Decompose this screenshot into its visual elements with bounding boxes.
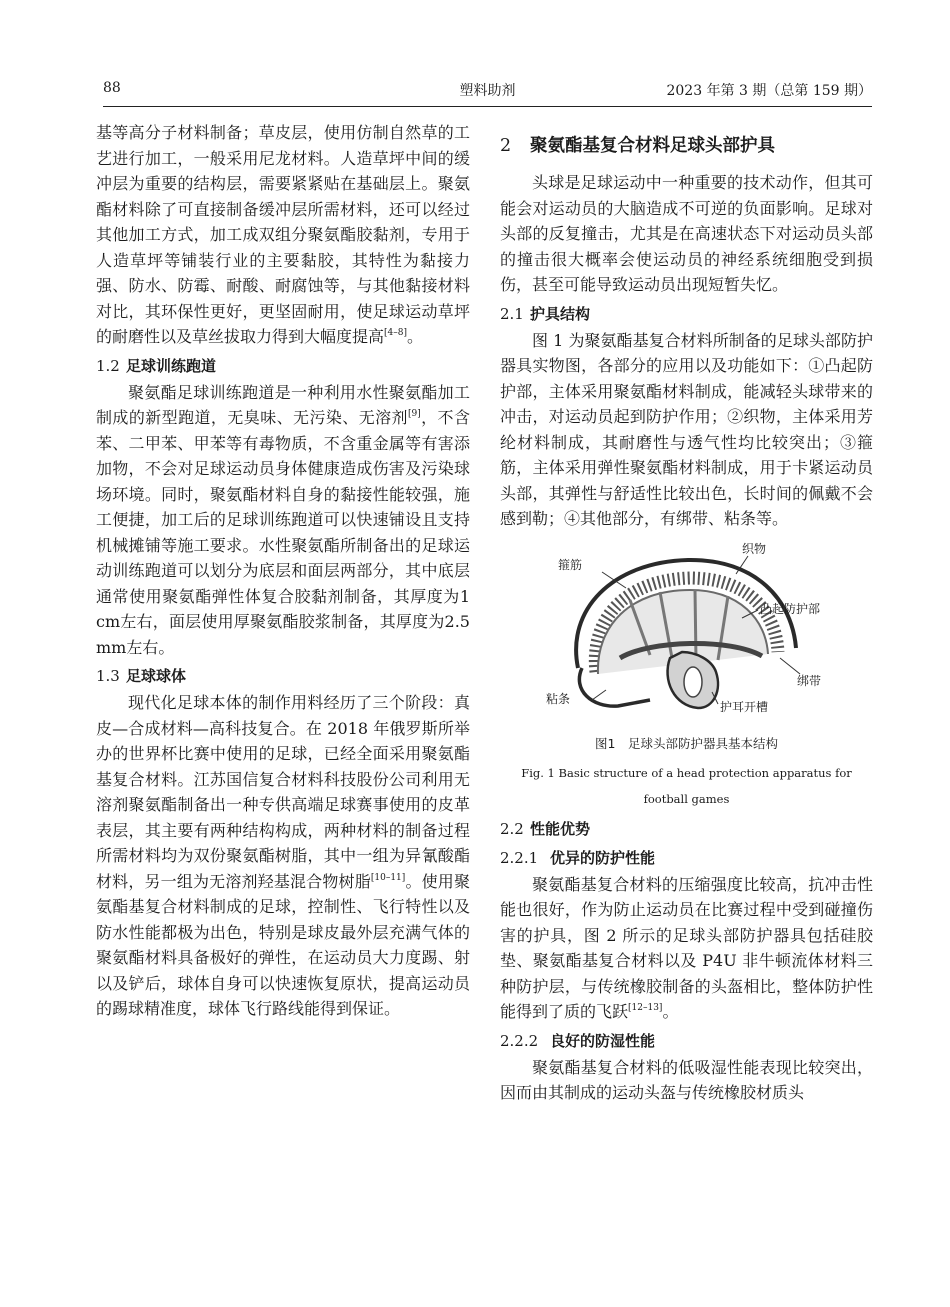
section-heading-1-2: 1.2 足球训练跑道 (96, 356, 217, 375)
paragraph: 聚氨酯基复合材料的压缩强度比较高，抗冲击性能也很好，作为防止运动员在比赛过程中受到碰撞伤害的护具，图 2 所示的足球头部防护器具包括硅胶垫、聚氨酯基复合材料以及 P4U 非牛顿流体材料三种防护层，与传统橡胶制备的头盔相比，整体防护性能得到了质的飞跃[12–13]。 (500, 874, 873, 1021)
label-strap: 绑带 (797, 673, 822, 688)
left-column (96, 120, 470, 1022)
figure-1 (500, 540, 873, 812)
journal-title: 塑料助剂 (459, 83, 516, 99)
figure-caption-cn: 图1 足球头部防护器具基本结构 (595, 735, 778, 751)
label-hoop: 箍筋 (558, 557, 583, 572)
label-velcro: 粘条 (546, 691, 571, 706)
citation[interactable]: [10–11] (370, 872, 406, 883)
label-ear-slot: 护耳开槽 (720, 699, 769, 714)
section-heading-2-2-1: 2.2.1 优异的防护性能 (500, 848, 656, 867)
citation[interactable]: [12–13] (628, 1003, 663, 1013)
paragraph: 现代化足球本体的制作用料经历了三个阶段：真皮—合成材料—高科技复合。在 2018 年俄罗斯所举办的世界杯比赛中使用的足球，已经全面采用聚氨酯基复合材料。江苏国信复合材料科技股份公司利用无溶剂聚氨酯制备出一种专供高端足球赛事使用的皮革表层，其主要有两种结构构成，两种材料的制备过程所需材料均为双份聚氨酯树脂，其中一组为异氰酸酯材料，另一组为无溶剂羟基混合物树脂[10–11]。使用聚氨酯基复合材料制成的足球，控制性、飞行特性以及防水性能都极为出色，特别是球皮最外层充满气体的聚氨酯材料具备极好的弹性，在运动员大力度踢、射以及铲后，球体自身可以快速恢复原状，提高运动员的踢球精准度，球体飞行路线能得到保证。 (96, 693, 470, 1018)
figure-caption-en: Fig. 1 Basic structure of a head protection apparatus for football games (521, 765, 852, 806)
paragraph: 聚氨酯基复合材料的低吸湿性能表现比较突出，因而由其制成的运动头盔与传统橡胶材质头 (500, 1057, 873, 1102)
header-rule (103, 106, 872, 107)
paragraph: 头球是足球运动中一种重要的技术动作，但其可能会对运动员的大脑造成不可逆的负面影响。足球对头部的反复撞击，尤其是在高速状态下对运动员头部的撞击很大概率会使运动员的神经系统细胞受到损伤，甚至可能导致运动员出现短暂失忆。 (500, 173, 873, 294)
paragraph: 图 1 为聚氨酯基复合材料所制备的足球头部防护器具实物图，各部分的应用以及功能如下：①凸起防护部，主体采用聚氨酯材料制成，能减轻头球带来的冲击，对运动员起到防护作用；②织物，主体采用芳纶材料制成，其耐磨性与透气性均比较突出；③箍筋，主体采用弹性聚氨酯材料制成，用于卡紧运动员头部，其弹性与舒适性比较出色，长时间的佩戴不会感到勒；④其他部分，有绑带、粘条等。 (500, 330, 873, 528)
right-column (500, 120, 873, 1106)
citation[interactable]: [9] (407, 409, 421, 419)
running-header (103, 80, 872, 104)
paragraph: 基等高分子材料制备；草皮层，使用仿制自然草的工艺进行加工，一般采用尼龙材料。人造草坪中间的缓冲层为重要的结构层，需要紧紧贴在基础层上。聚氨酯材料除了可直接制备缓冲层所需材料，还可以经过其他加工方式，加工成双组分聚氨酯胶黏剂，专用于人造草坪等铺装行业的主要黏胶，其特性为黏接力强、防水、防霉、耐酸、耐腐蚀等，与其他黏接材料对比，其环保性更好，更坚固耐用，使足球运动草坪的耐磨性以及草丝拔取力得到大幅度提高[4–8]。 (96, 123, 470, 346)
issue-info: 2023 年第 3 期（总第 159 期） (666, 83, 872, 99)
label-raised-protection: 凸起防护部 (760, 601, 821, 616)
paragraph: 聚氨酯足球训练跑道是一种利用水性聚氨酯加工制成的新型跑道，无臭味、无污染、无溶剂[9]，不含苯、二甲苯、甲苯等有毒物质，不含重金属等有害添加物，不会对足球运动员身体健康造成伤害及污染球场环境。同时，聚氨酯材料自身的黏接性能较强，施工便捷，加工后的足球训练跑道可以快速铺设且支持机械摊铺等施工要求。水性聚氨酯所制备出的足球运动训练跑道可以划分为底层和面层两部分，其中底层通常使用聚氨酯弹性体复合胶黏剂制备，其厚度为1 cm左右，面层使用厚聚氨酯胶浆制备，其厚度为2.5 mm左右。 (96, 382, 470, 657)
page-number: 88 (103, 80, 121, 96)
helmet-illustration (500, 540, 873, 718)
section-heading-2-2: 2.2 性能优势 (500, 819, 591, 838)
citation[interactable]: [4–8] (384, 328, 407, 338)
label-fabric: 织物 (742, 541, 767, 556)
section-heading-2: 2 聚氨酯基复合材料足球头部护具 (500, 136, 775, 156)
section-heading-2-2-2: 2.2.2 良好的防湿性能 (500, 1031, 656, 1050)
section-heading-1-3: 1.3 足球球体 (96, 667, 187, 685)
section-heading-2-1: 2.1 护具结构 (500, 304, 591, 323)
